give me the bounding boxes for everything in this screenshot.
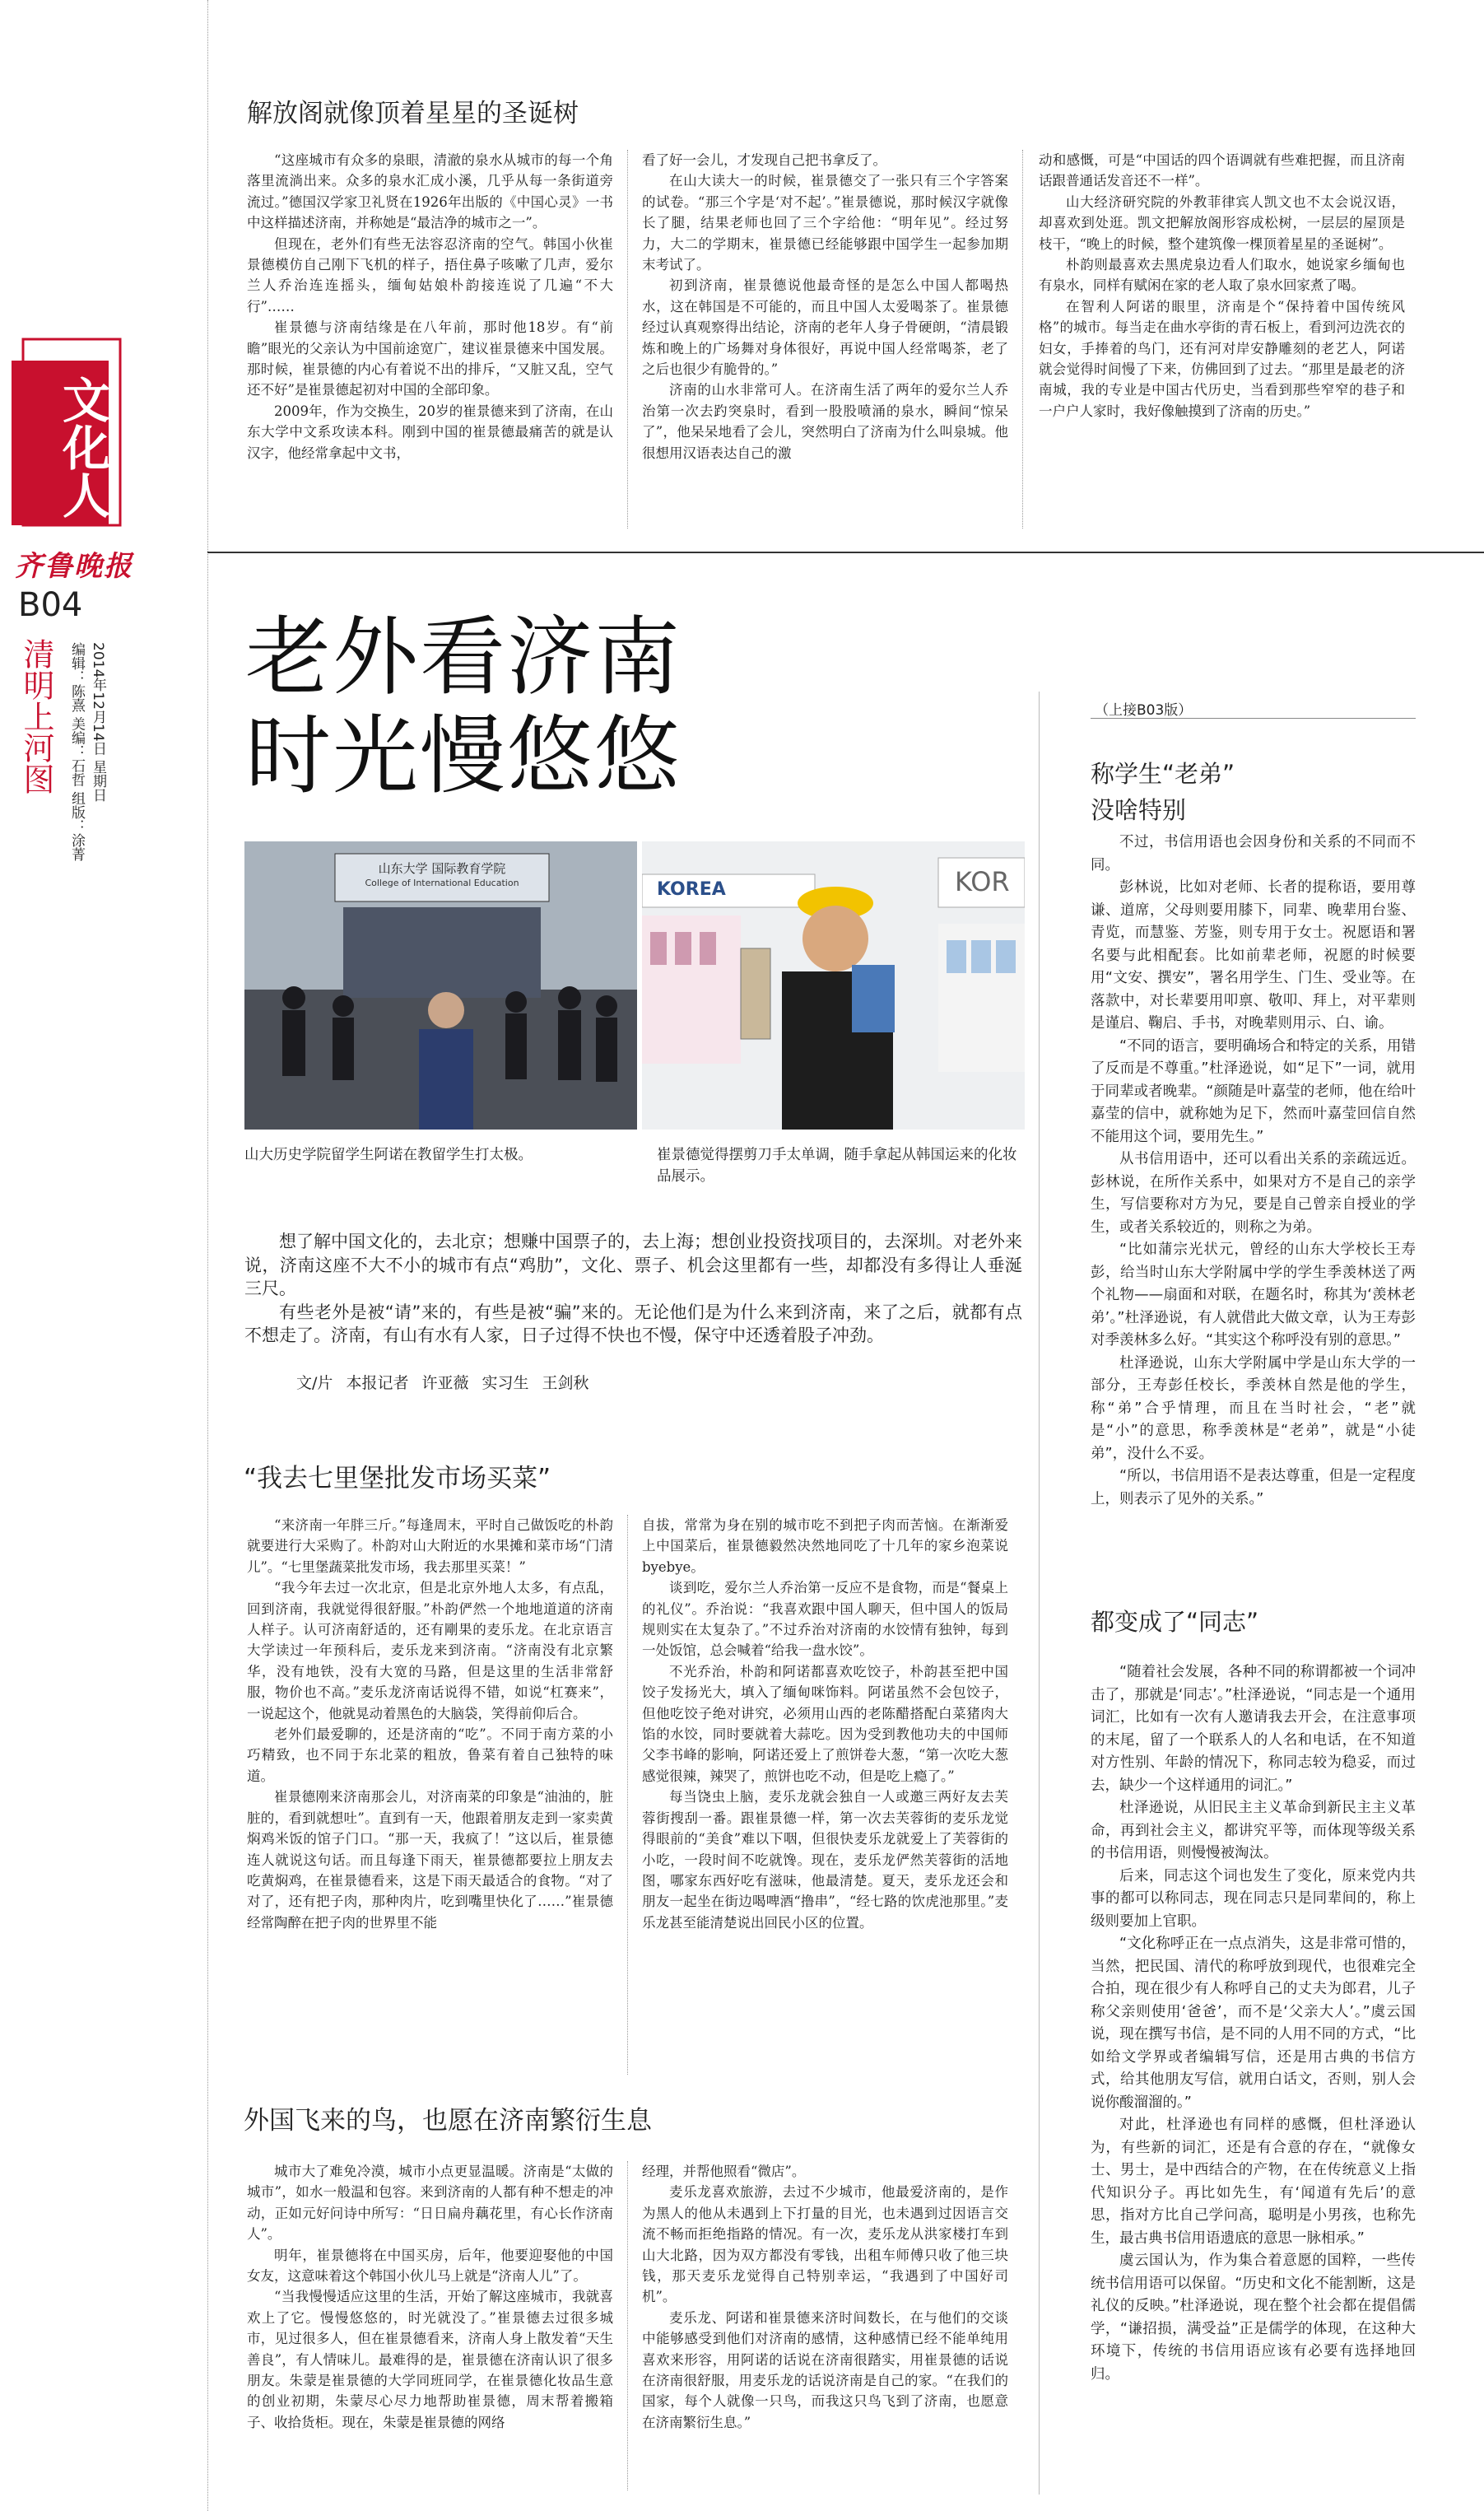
top-article-col2: 看了好一会儿，才发现自己把书拿反了。 在山大读大一的时候，崔景德交了一张只有三个字答案的试卷。“那三个字是‘对不起’。”崔景德说，那时候汉字就像长了腿，结果老师也回了三个字给他：“明年见”。经过努力，大二的学期末，崔景德已经能够跟中国学生一起参加期末考试了。 初到济南，崔景德说他最奇怪的是怎么中国人都喝热水，这在韩国是不可能的，而且中国人太爱喝茶了。崔景德经过认真观察得出结论，济南的老年人身子骨硬朗，“清晨锻炼和晚上的广场舞对身体很好，再说中国人经常喝茶，老了之后也很少有脆骨的。” 济南的山水非常可人。在济南生活了两年的爱尔兰人乔治第一次去趵突泉时，看到一股股喷涌的泉水，瞬间“惊呆了”，他呆呆地看了会儿，突然明白了济南为什么叫泉城。他很想用汉语表达自己的激 — [642, 152, 1008, 461]
photo-left-sign-en: College of International Education — [365, 878, 519, 888]
photo-right-sign: KOREA — [657, 879, 726, 900]
lead-text — [244, 1230, 1022, 1370]
column-badge-text: 文化人 — [54, 375, 110, 519]
sidebar-divider — [1039, 692, 1040, 2495]
sidebar-part1: 不过，书信用语也会因身份和关系的不同而不同。 彭林说，比如对老师、长者的提称语，要用尊谦、道席，父母则要用膝下，同辈、晚辈用台鉴、青览，而慧鉴、芳鉴，则专用于女士。祝愿语和署名要与此相配套。比如前辈老师，祝愿的时候要用“文安、撰安”，署名用学生、门生、受业等。在落款中，对长辈要用叩禀、敬叩、拜上，对平辈则是谨启、鞠启、手书，对晚辈则用示、白、谕。 “不同的语言，要明确场合和特定的关系，用错了反而是不尊重。”杜泽逊说，如“足下”一词，就用于同辈或者晚辈。“颜随是叶嘉莹的老师，他在给叶嘉莹的信中，就称她为足下，然而叶嘉莹回信自然不能用这个词，要用先生。” 从书信用语中，还可以看出关系的亲疏远近。彭林说，在所作关系中，如果对方不是自己的亲学生，写信要称对方为兄，要是自己曾亲自授业的学生，或者关系较近的，则称之为弟。 “比如蒲宗光状元，曾经的山东大学校长王寿彭，给当时山东大学附属中学的学生季羡林送了两个礼物——扇面和对联，在题名时，称其为‘羡林老弟’。”杜泽逊说，有人就借此大做文章，认为王寿彭对季羡林多么好。“其实这个称呼没有别的意思。” 杜泽逊说，山东大学附属中学是山东大学的一部分，王寿彭任校长，季羡林自然是他的学生，称“弟”合乎情理，而且在当时社会，“老”就是“小”的意思，称季羡林是“老弟”，就是“小徒弟”，没什么不妥。 “所以，书信用语不是表达尊重，但是一定程度上，则表示了见外的关系。” — [1091, 834, 1416, 1507]
caption-left: 山大历史学院留学生阿诺在教留学生打太极。 — [244, 1147, 533, 1163]
photo-taichi — [244, 841, 637, 1130]
top-article-heading: 解放阁就像顶着星星的圣诞树 — [247, 99, 579, 128]
main-headline-line1: 老外看济南 — [245, 607, 682, 707]
market-article-col2: 自拔，常常为身在别的城市吃不到把子肉而苦恼。在渐渐爱上中国菜后，崔景德毅然决然地同吃了十几年的家乡泡菜说byebye。 谈到吃，爱尔兰人乔治第一反应不是食物，而是“餐桌上的礼仪”。乔治说：“我喜欢跟中国人聊天，但中国人的饭局规则实在太复杂了。”不过乔治对济南的水饺情有独钟，每到一处饭馆，总会喊着“给我一盘水饺”。 不光乔治，朴韵和阿诺都喜欢吃饺子，朴韵甚至把中国饺子发扬光大，填入了缅甸咪饰料。阿诺虽然不会包饺子，但他吃饺子绝对讲究，必须用山西的老陈醋搭配白菜猪肉大馅的水饺，同时要就着大蒜吃。因为受到教他功夫的中国师父李书峰的影响，阿诺还爱上了煎饼卷大葱，“第一次吃大葱感觉很辣，辣哭了，煎饼也吃不动，但是吃上瘾了。” 每当饶虫上脑，麦乐龙就会独自一人或邀三两好友去芙蓉街搜刮一番。跟崔景德一样，第一次去芙蓉街的麦乐龙觉得眼前的“美食”难以下咽，但很快麦乐龙就爱上了芙蓉街的小吃，一段时间不吃就馋。现在，麦乐龙俨然芙蓉街的活地图，哪家东西好吃有滋味，他最清楚。夏天，麦乐龙还会和朋友一起坐在街边喝啤酒“撸串”，“经七路的饮虎池那里。”麦乐龙甚至能清楚说出回民小区的位置。 — [642, 1517, 1008, 1931]
page-credits: 编辑：陈熹 美编：石哲 组版：涂菁 — [68, 642, 85, 861]
main-headline-line2: 时光慢悠悠 — [245, 706, 682, 806]
market-article-col1: “来济南一年胖三斤。”每逢周末，平时自己做饭吃的朴韵就要进行大采购了。朴韵对山大附近的水果摊和菜市场“门清儿”。“七里堡蔬菜批发市场，我去那里买菜！” “我今年去过一次北京，但是北京外地人太多，有点乱，回到济南，我就觉得很舒服。”朴韵俨然一个地地道道的济南人样子。认可济南舒适的，还有剛果的麦乐龙。在北京语言大学读过一年预科后，麦乐龙来到济南。“济南没有北京繁华，没有地铁，没有大宽的马路，但是这里的生活非常舒服，物价也不高。”麦乐龙济南话说得不错，如说“杠赛来”，一说起这个，他就晃动着黑色的大脑袋，笑得前仰后合。 老外们最爱聊的，还是济南的“吃”。不同于南方菜的小巧精致，也不同于东北菜的粗放，鲁菜有着自己独特的味道。 崔景德刚来济南那会儿，对济南菜的印象是“油油的，脏脏的，看到就想吐”。直到有一天，他跟着朋友走到一家卖黄焖鸡米饭的馆子门口。“那一天，我疯了！”这以后，崔景德连人就说这句话。而且每逢下雨天，崔景德都要拉上朋友去吃黄焖鸡，在崔景德看来，这是下雨天最适合的食物。“对了对了，还有把子肉，那种肉片，吃到嘴里快化了……”崔景德经常陶醉在把子肉的世界里不能 — [247, 1517, 613, 1931]
sidebar-heading-1b: 没啥特别 — [1091, 796, 1187, 824]
top-divider — [207, 552, 1484, 553]
bird-article-col2: 经理，并帮他照看“微店”。 麦乐龙喜欢旅游，去过不少城市，他最爱济南的，是作为黑人的他从未遇到上下打量的目光，也未遇到过因语言交流不畅而拒绝指路的情况。有一次，麦乐龙从洪家楼打车到山大北路，因为双方都没有零钱，出租车师傅只收了他三块钱，那天麦乐龙觉得自己特别幸运，“我遇到了中国好司机”。 麦乐龙、阿诺和崔景德来济时间数长，在与他们的交谈中能够感受到他们对济南的感情，这种感情已经不能单纯用喜欢来形容，用阿诺的话说在济南很踏实，用崔景德的话说在济南很舒服，用麦乐龙的话说济南是自己的家。“在我们的国家，每个人就像一只鸟，而我这只鸟飞到了济南，也愿意在济南繁衍生息。” — [642, 2164, 1008, 2430]
bird-article-col1: 城市大了难免冷漠，城市小点更显温暖。济南是“太做的城市”，如水一般温和包容。来到济南的人都有种不想走的冲动，正如元好问诗中所写：“日日扁舟藕花里，有心长作济南人”。 明年，崔景德将在中国买房，后年，他要迎娶他的中国女友，这意味着这个韩国小伙儿马上就是“济南人儿”了。 “当我慢慢适应这里的生活，开始了解这座城市，我就喜欢上了它。慢慢悠悠的，时光就没了。”崔景德去过很多城市，见过很多人，但在崔景德看来，济南人身上散发着“天生善良”，有人情味儿。最难得的是，崔景德在济南认识了很多朋友。朱蒙是崔景德的大学同班同学，在崔景德化妆品生意的创业初期，朱蒙尽心尽力地帮助崔景德，周末帮着搬箱子、收拾货柜。现在，朱蒙是崔景德的网络 — [247, 2164, 613, 2430]
issue-date: 2014年12月14日 星期日 — [90, 642, 106, 802]
top-article-col3: 动和感慨，可是“中国话的四个语调就有些难把握，而且济南话跟普通话发音还不一样”。 山大经济研究院的外教菲律宾人凯文也不太会说汉语，却喜欢到处逛。凯文把解放阁形容成松树，一层层的屋顶是枝干，“晚上的时候，整个建筑像一棵顶着星星的圣诞树”。 朴韵则最喜欢去黑虎泉边看人们取水，她说家乡缅甸也有泉水，同样有赋闲在家的老人取了泉水回家煮了喝。 在智利人阿诺的眼里，济南是个“保持着中国传统风格”的城市。每当走在曲水亭街的青石板上，看到河边洗衣的妇女，手捧着的鸟门，还有河对岸安静雕刻的老艺人，阿诺就会觉得时间慢了下来，仿佛回到了过去。“那里是最老的济南城，我的专业是中国古代历史，当看到那些窄窄的巷子和一户户人家时，我好像触摸到了济南的历史。” — [1039, 152, 1405, 419]
photo-right-sign2: KOR — [955, 866, 1010, 897]
section-name: 清明上河图 — [18, 638, 54, 794]
sidebar-heading-1a: 称学生“老弟” — [1091, 760, 1235, 788]
photo-cosmetics — [642, 841, 1025, 1130]
caption-right: 崔景德觉得摆剪刀手太单调，随手拿起从韩国运来的化妆品展示。 — [657, 1147, 1017, 1185]
paper-name: 齐鲁晚报 — [15, 550, 133, 583]
masthead-divider — [207, 0, 208, 2511]
column-badge — [8, 336, 128, 538]
bird-article-heading: 外国飞来的鸟，也愿在济南繁衍生息 — [244, 2106, 652, 2136]
market-article-heading: “我去七里堡批发市场买菜” — [244, 1464, 551, 1493]
byline: 文/片 本报记者 许亚薇 实习生 王剑秋 — [296, 1374, 589, 1392]
lead-paragraph-1: 想了解中国文化的，去北京；想赚中国票子的，去上海；想创业投资找项目的，去深圳。对老外来说，济南这座不大不小的城市有点“鸡肋”，文化、票子、机会这里都有一些，却都没有多得让人垂涎三尺。 — [244, 1232, 1022, 1298]
continued-from: （上接B03版） — [1095, 702, 1193, 719]
lead-paragraph-2: 有些老外是被“请”来的，有些是被“骗”来的。无论他们是为什么来到济南，来了之后，就都有点不想走了。济南，有山有水有人家，日子过得不快也不慢，保守中还透着股子冲劲。 — [244, 1302, 1022, 1345]
sidebar-heading-2: 都变成了“同志” — [1091, 1608, 1259, 1636]
page-number: B04 — [18, 586, 83, 624]
photo-left-sign: 山东大学 国际教育学院 — [378, 861, 506, 876]
sidebar-part2: “随着社会发展，各种不同的称谓都被一个词冲击了，那就是‘同志’。”杜泽逊说，“同志是一个通用词汇，比如有一次有人邀请我去开会，在注意事项的末尾，留了一个联系人的人名和电话，在不知道对方性别、年龄的情况下，称同志较为稳妥，而过去，缺少一个这样通用的词汇。” 杜泽逊说，从旧民主主义革命到新民主主义革命，再到社会主义，都讲究平等，而体现等级关系的书信用语，则慢慢被淘汰。 后来，同志这个词也发生了变化，原来党内共事的都可以称同志，现在同志只是同辈间的，称上级则要加上官职。 “文化称呼正在一点点消失，这是非常可惜的，当然，把民国、清代的称呼放到现代，也很难完全合拍，现在很少有人称呼自己的丈夫为郎君，儿子称父亲则使用‘爸爸’，而不是‘父亲大人’。”虞云国说，现在撰写书信，是不同的人用不同的方式，“比如给文学界或者编辑写信，还是用古典的书信方式，给其他朋友写信，就用白话文，否则，别人会说你酸溜溜的。” 对此，杜泽逊也有同样的感慨，但杜泽逊认为，有些新的词汇，还是有合意的存在，“就像女士、男士，是中西结合的产物，在在传统意义上指代知识分子。再比如先生，有‘闻道有先后’的意思，指对方比自己学问高，聪明是小男孩，也称先生，最古典书信用语遗底的意思一脉相承。” 虞云国认为，作为集合着意愿的国粹，一些传统书信用语可以保留。“历史和文化不能割断，这是礼仪的反映。”杜泽逊说，现在整个社会都在提倡儒学，“谦招损，满受益”正是儒学的体现，在这种大环境下，传统的书信用语应该有必要有选择地回归。 — [1091, 1664, 1416, 2383]
top-article-col1: “这座城市有众多的泉眼，清澈的泉水从城市的每一个角落里流淌出来。众多的泉水汇成小溪，几乎从每一条街道旁流过。”德国汉学家卫礼贤在1926年出版的《中国心灵》一书中这样描述济南，并称她是“最洁净的城市之一”。 但现在，老外们有些无法容忍济南的空气。韩国小伙崔景德模仿自己刚下飞机的样子，捂住鼻子咳嗽了几声，爱尔兰人乔治连连摇头，缅甸姑娘朴韵接连说了几遍“不大行”…… 崔景德与济南结缘是在八年前，那时他18岁。有“前瞻”眼光的父亲认为中国前途宽广，建议崔景德来中国发展。那时候，崔景德的内心有着说不出的排斥，“又脏又乱，空气还不好”是崔景德起初对中国的全部印象。 2009年，作为交换生，20岁的崔景德来到了济南，在山东大学中文系攻读本科。刚到中国的崔景德最痛苦的就是认汉字，他经常拿起中文书， — [247, 152, 613, 461]
